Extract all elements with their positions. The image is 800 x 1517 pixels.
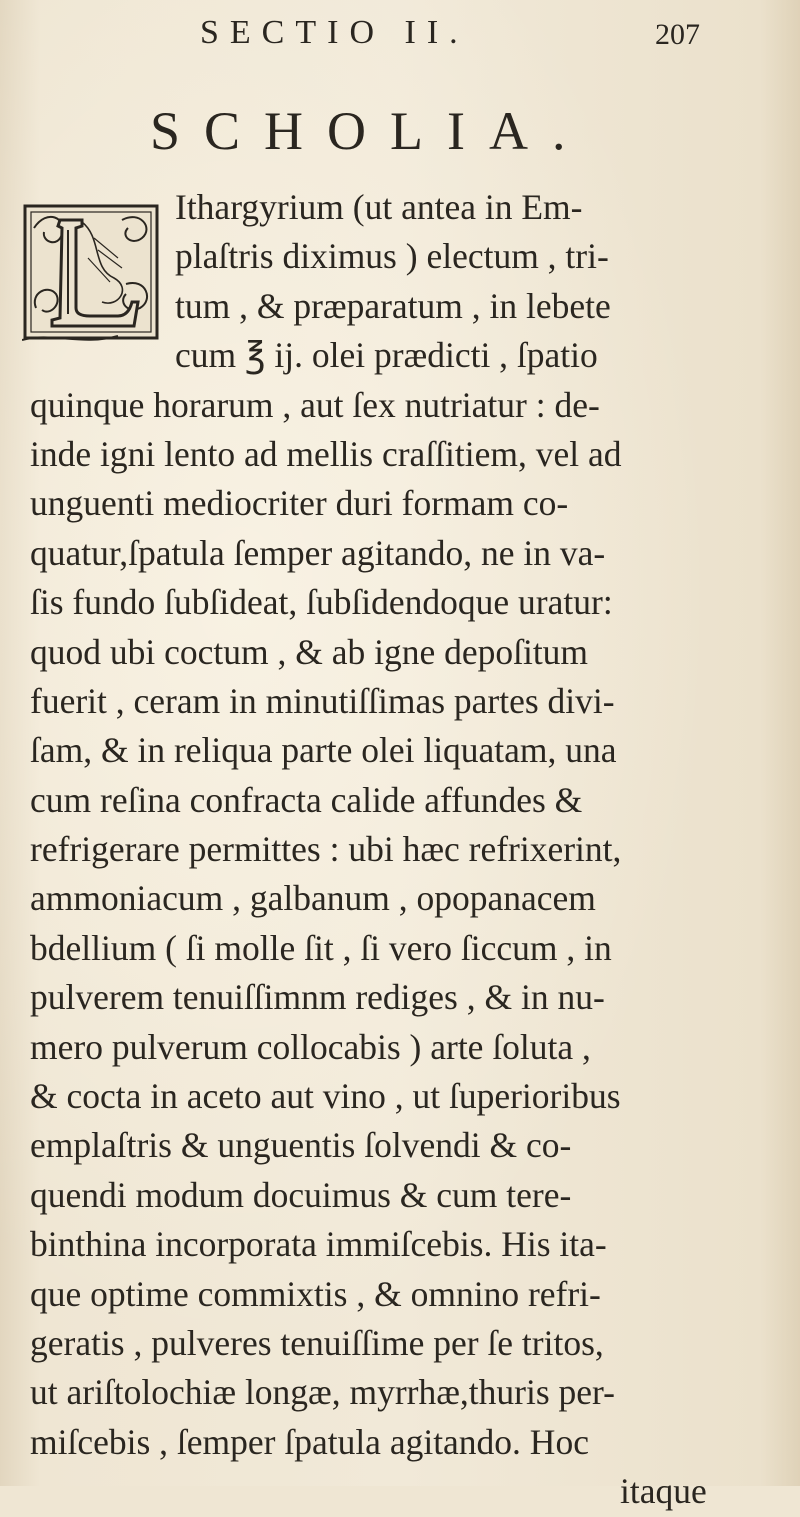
text-line: ut ariſtolochiæ longæ, myrrhæ,thuris per- <box>30 1372 615 1413</box>
text-line: pulverem tenuiſſimnm rediges , & in nu- <box>30 977 605 1018</box>
text-line: unguenti mediocriter duri formam co- <box>30 483 569 524</box>
text-line: que optime commixtis , & omnino refri- <box>30 1273 601 1314</box>
text-line: & cocta in aceto aut vino , ut ſuperioribus <box>30 1076 621 1117</box>
text-line: binthina incorporata immiſcebis. His ita- <box>30 1224 607 1265</box>
text-line: cum ℥ ij. olei prædicti , ſpatio <box>175 335 598 376</box>
text-line: bdellium ( ſi molle ſit , ſi vero ſiccum , in <box>30 927 612 968</box>
text-line: mero pulverum collocabis ) arte ſoluta , <box>30 1026 591 1067</box>
text-line: plaſtris diximus ) electum , tri- <box>175 236 609 277</box>
text-line: ſam, & in reliqua parte olei liquatam, una <box>30 730 617 771</box>
running-head <box>0 14 800 64</box>
text-line: tum , & præparatum , in lebete <box>175 285 611 326</box>
text-line: miſcebis , ſemper ſpatula agitando. Hoc <box>30 1421 589 1462</box>
scholia-heading: SCHOLIA. <box>150 101 590 161</box>
text-line: quod ubi coctum , & ab igne depoſitum <box>30 631 589 672</box>
text-line: cum reſina confracta calide affundes & <box>30 779 583 820</box>
text-line: quatur,ſpatula ſemper agitando, ne in va- <box>30 532 606 573</box>
text-line: ſis fundo ſubſideat, ſubſidendoque uratur: <box>30 582 613 623</box>
text-line: fuerit , ceram in minutiſſimas partes divi- <box>30 680 615 721</box>
catchword: itaque <box>620 1471 707 1512</box>
text-line: inde igni lento ad mellis craſſitiem, vel ad <box>30 433 622 474</box>
section-title: SECTIO II. <box>200 14 469 51</box>
text-line: refrigerare permittes : ubi hæc refrixerint, <box>30 829 622 870</box>
page-number: 207 <box>655 18 700 51</box>
text-line: quendi modum docuimus & cum tere- <box>30 1174 572 1215</box>
scholia-body <box>30 183 800 1517</box>
text-line: quinque horarum , aut ſex nutriatur : de- <box>30 384 600 425</box>
text-line: emplaſtris & unguentis ſolvendi & co- <box>30 1125 572 1166</box>
text-line: geratis , pulveres tenuiſſime per ſe tritos, <box>30 1322 604 1363</box>
text-line: Ithargyrium (ut antea in Em- <box>175 187 583 227</box>
text-line: ammoniacum , galbanum , opopanacem <box>30 878 596 919</box>
